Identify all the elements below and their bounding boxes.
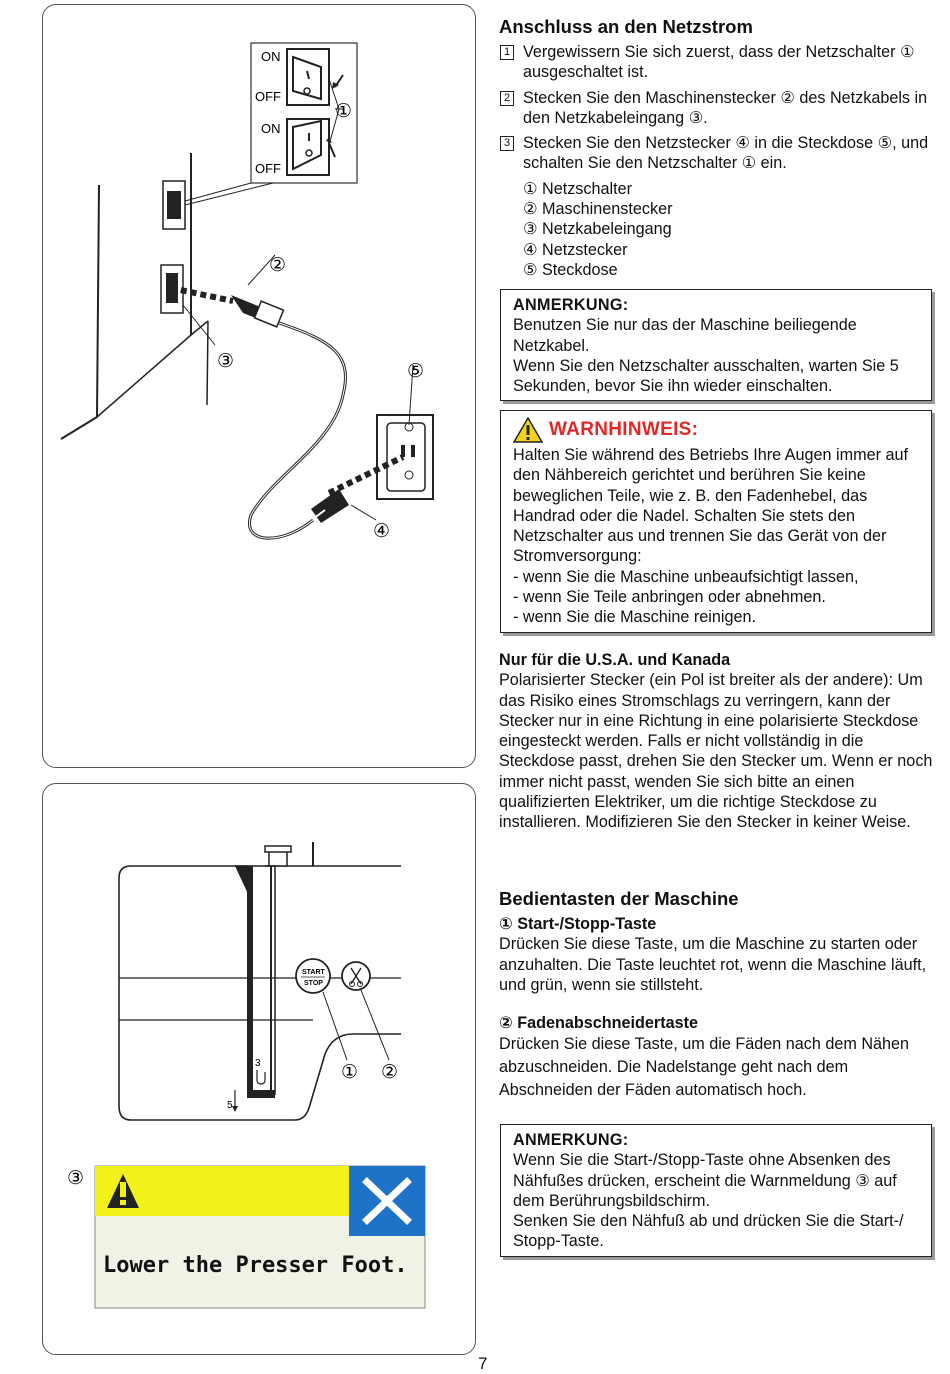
callout-2: ② [269,254,287,276]
callout-5: ⑤ [407,360,425,382]
section-title-power: Anschluss an den Netzstrom [499,16,753,37]
usa-title: Nur für die U.S.A. und Kanada [499,651,731,669]
usa-text: Polarisierter Stecker (ein Pol ist breiter als der andere): Um das Risiko eines Stromschlags zu verringern, kann der Stecker nur in eine Richtung in eine polarisierte Steckdose eingesteckt werden. Falls er nicht vollständig in die Steckdose passt, drehen Sie den Stecker um. Wenn er noch immer nicht passt, wenden Sie sich bitte an einen qualifizierten Elektriker, um die richtige Steckdose zu installieren. Modifizieren Sie den Stecker in keiner Weise. [499,671,933,832]
callout-4: ④ [373,520,391,542]
note-line: Wenn Sie die Start-/Stopp-Taste ohne Absenken des Nähfußes drücken, erscheint die Warnmeldung ③ auf dem Berührungsbildschirm. [513,1151,897,1210]
step-2 [499,88,935,129]
stitch-mark-3: 3 [255,1058,261,1069]
power-connection-diagram [43,5,475,767]
step-3 [499,133,935,174]
legend-item: ⑤ Steckdose [523,260,618,279]
start-stop-button [296,959,330,993]
step-text: Stecken Sie den Netzstecker ④ in die Steckdose ⑤, und schalten Sie den Netzschalter ① ein. [523,134,929,173]
machine-buttons-diagram [43,784,475,1354]
step-number: 1 [500,45,514,60]
on-label-1: ON [261,49,281,64]
step-text: Vergewissern Sie sich zuerst, dass der Netzschalter ① ausgeschaltet ist. [523,43,915,82]
figure-power-connection [42,4,476,768]
callout-3: ③ [217,350,235,372]
warning-triangle-icon [513,417,543,443]
off-label-1: OFF [255,89,281,104]
figure-machine-buttons [42,783,476,1355]
legend-item: ④ Netzstecker [523,240,628,259]
note-box-2 [500,1124,932,1257]
section-power-connection [499,16,935,280]
note-line: Senken Sie den Nähfuß ab und drücken Sie die Start-/ Stopp-Taste. [513,1212,904,1251]
warning-title: WARNHINWEIS: [549,418,699,440]
legend-item: ① Netzschalter [523,179,632,198]
warning-item: - wenn Sie die Maschine unbeaufsichtigt lassen, [513,567,859,586]
item2-title: ② Fadenabschneidertaste [499,1014,699,1033]
section-usa-canada [499,650,935,833]
callout-2: ② [381,1061,399,1083]
note-title: ANMERKUNG: [513,296,629,314]
item1-text: Drücken Sie diese Taste, um die Maschine zu starten oder anzuhalten. Die Taste leuchtet rot, wenn die Maschine läuft, und grün, wenn sie stillsteht. [499,935,927,994]
step-1 [499,42,935,83]
section-machine-buttons [499,888,935,1102]
warning-text: Halten Sie während des Betriebs Ihre Augen immer auf den Nähbereich gerichtet und berühren Sie keine beweglichen Teile, wie z. B. den Fadenhebel, das Handrad oder die Nadel. Schalten Sie stets den Netzschalter aus und trennen Sie das Gerät von der Stromversorgung: [513,446,909,566]
on-label-2: ON [261,121,281,136]
legend-item: ② Maschinenstecker [523,200,673,219]
note-box-1 [500,289,932,401]
item1-title: ① Start-/Stopp-Taste [499,915,657,933]
step-number: 2 [500,91,514,106]
lcd-message: Lower the Presser Foot. [103,1253,408,1278]
callout-3: ③ [67,1167,85,1189]
off-label-2: OFF [255,161,281,176]
stitch-mark-5: 5 [227,1100,233,1111]
callout-1: ① [335,100,353,122]
note-title: ANMERKUNG: [513,1131,629,1149]
warning-item: - wenn Sie Teile anbringen oder abnehmen. [513,588,826,607]
stop-label: STOP [304,980,323,987]
section-title-buttons: Bedientasten der Maschine [499,888,739,909]
step-text: Stecken Sie den Maschinenstecker ② des Netzkabels in den Netzkabeleingang ③. [523,88,928,127]
note-line: Benutzen Sie nur das der Maschine beiliegende Netzkabel. [513,316,857,355]
legend-item: ③ Netzkabeleingang [523,220,672,239]
note-line: Wenn Sie den Netzschalter ausschalten, warten Sie 5 Sekunden, bevor Sie ihn wieder einschalten. [513,356,899,396]
step-number: 3 [500,136,514,151]
start-label: START [302,969,325,976]
lcd-yellow-bar [95,1166,349,1216]
page-number: 7 [478,1354,488,1373]
item2-text: Drücken Sie diese Taste, um die Fäden nach dem Nähen abzuschneiden. Die Nadelstange geht nach dem Abschneiden der Fäden automatisch hoch. [499,1035,910,1100]
warning-box [500,410,932,633]
legend-list [499,179,935,280]
warning-item: - wenn Sie die Maschine reinigen. [513,608,756,627]
callout-1: ① [341,1061,359,1083]
